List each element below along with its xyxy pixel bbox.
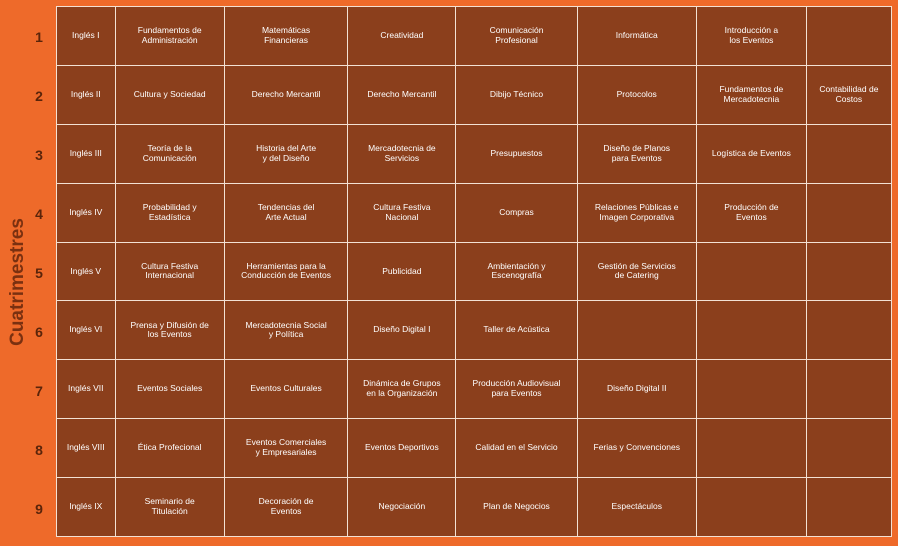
course-cell: Contabilidad de Costos bbox=[806, 65, 891, 124]
course-cell: Cultura Festiva Nacional bbox=[348, 183, 456, 242]
course-cell: Teoría de la Comunicación bbox=[115, 124, 224, 183]
course-cell: Inglés II bbox=[57, 65, 116, 124]
table-row bbox=[57, 360, 892, 419]
course-cell: Informática bbox=[577, 7, 696, 66]
course-cell: Decoración de Eventos bbox=[224, 478, 347, 537]
course-cell: Taller de Acústica bbox=[456, 301, 577, 360]
course-cell: Presupuestos bbox=[456, 124, 577, 183]
course-cell: Producción de Eventos bbox=[696, 183, 806, 242]
course-cell: Calidad en el Servicio bbox=[456, 419, 577, 478]
course-cell: Diseño Digital I bbox=[348, 301, 456, 360]
empty-cell bbox=[806, 419, 891, 478]
course-cell: Logística de Eventos bbox=[696, 124, 806, 183]
empty-cell bbox=[806, 183, 891, 242]
course-cell: Eventos Sociales bbox=[115, 360, 224, 419]
side-label-text: Cuatrimestres bbox=[7, 218, 28, 346]
course-cell: Historia del Arte y del Diseño bbox=[224, 124, 347, 183]
course-cell: Inglés IV bbox=[57, 183, 116, 242]
course-cell: Ética Profecional bbox=[115, 419, 224, 478]
course-cell: Mercadotecnia de Servicios bbox=[348, 124, 456, 183]
course-cell: Ferias y Convenciones bbox=[577, 419, 696, 478]
course-cell: Diseño Digital II bbox=[577, 360, 696, 419]
empty-cell bbox=[696, 301, 806, 360]
course-cell: Cultura Festiva Internacional bbox=[115, 242, 224, 301]
course-cell: Protocolos bbox=[577, 65, 696, 124]
table-row bbox=[57, 124, 892, 183]
empty-cell bbox=[806, 7, 891, 66]
course-cell: Seminario de Titulación bbox=[115, 478, 224, 537]
course-cell: Publicidad bbox=[348, 242, 456, 301]
empty-cell bbox=[696, 360, 806, 419]
row-number: 6 bbox=[35, 323, 43, 340]
course-cell: Inglés I bbox=[57, 7, 116, 66]
course-cell: Fundamentos de Administración bbox=[115, 7, 224, 66]
row-number: 2 bbox=[35, 88, 43, 105]
table-row bbox=[57, 7, 892, 66]
course-cell: Inglés VII bbox=[57, 360, 116, 419]
row-number: 9 bbox=[35, 500, 43, 517]
course-cell: Eventos Culturales bbox=[224, 360, 347, 419]
course-cell: Ambientación y Escenografía bbox=[456, 242, 577, 301]
course-cell: Fundamentos de Mercadotecnia bbox=[696, 65, 806, 124]
row-number: 1 bbox=[35, 29, 43, 46]
empty-cell bbox=[806, 301, 891, 360]
row-number: 5 bbox=[35, 264, 43, 281]
empty-cell bbox=[577, 301, 696, 360]
course-cell: Prensa y Difusión de los Eventos bbox=[115, 301, 224, 360]
empty-cell bbox=[696, 242, 806, 301]
course-cell: Diseño de Planos para Eventos bbox=[577, 124, 696, 183]
course-cell: Inglés III bbox=[57, 124, 116, 183]
course-cell: Inglés VI bbox=[57, 301, 116, 360]
row-number: 4 bbox=[35, 206, 43, 223]
empty-cell bbox=[696, 478, 806, 537]
empty-cell bbox=[806, 360, 891, 419]
table-row bbox=[57, 242, 892, 301]
course-cell: Dinámica de Grupos en la Organización bbox=[348, 360, 456, 419]
course-cell: Introducción a los Eventos bbox=[696, 7, 806, 66]
course-cell: Probabilidad y Estadística bbox=[115, 183, 224, 242]
row-number: 3 bbox=[35, 147, 43, 164]
course-cell: Inglés VIII bbox=[57, 419, 116, 478]
course-cell: Producción Audiovisual para Eventos bbox=[456, 360, 577, 419]
row-number: 8 bbox=[35, 441, 43, 458]
table-row bbox=[57, 65, 892, 124]
course-cell: Mercadotecnia Social y Política bbox=[224, 301, 347, 360]
course-cell: Cultura y Sociedad bbox=[115, 65, 224, 124]
curriculum-grid bbox=[56, 6, 892, 537]
empty-cell bbox=[806, 478, 891, 537]
course-cell: Eventos Comerciales y Empresariales bbox=[224, 419, 347, 478]
course-cell: Inglés V bbox=[57, 242, 116, 301]
course-cell: Inglés IX bbox=[57, 478, 116, 537]
course-cell: Dibijo Técnico bbox=[456, 65, 577, 124]
course-cell: Matemáticas Financieras bbox=[224, 7, 347, 66]
empty-cell bbox=[806, 242, 891, 301]
course-cell: Derecho Mercantil bbox=[224, 65, 347, 124]
course-cell: Comunicación Profesional bbox=[456, 7, 577, 66]
table-row bbox=[57, 183, 892, 242]
course-cell: Plan de Negocios bbox=[456, 478, 577, 537]
course-cell: Eventos Deportivos bbox=[348, 419, 456, 478]
course-cell: Derecho Mercantil bbox=[348, 65, 456, 124]
table-row bbox=[57, 301, 892, 360]
course-cell: Creatividad bbox=[348, 7, 456, 66]
course-cell: Espectáculos bbox=[577, 478, 696, 537]
course-cell: Relaciones Públicas e Imagen Corporativa bbox=[577, 183, 696, 242]
course-cell: Tendencias del Arte Actual bbox=[224, 183, 347, 242]
course-cell: Negociación bbox=[348, 478, 456, 537]
course-cell: Compras bbox=[456, 183, 577, 242]
empty-cell bbox=[696, 419, 806, 478]
course-cell: Gestión de Servicios de Catering bbox=[577, 242, 696, 301]
row-number: 7 bbox=[35, 382, 43, 399]
table-row bbox=[57, 478, 892, 537]
table-row bbox=[57, 419, 892, 478]
empty-cell bbox=[806, 124, 891, 183]
course-cell: Herramientas para la Conducción de Eventos bbox=[224, 242, 347, 301]
